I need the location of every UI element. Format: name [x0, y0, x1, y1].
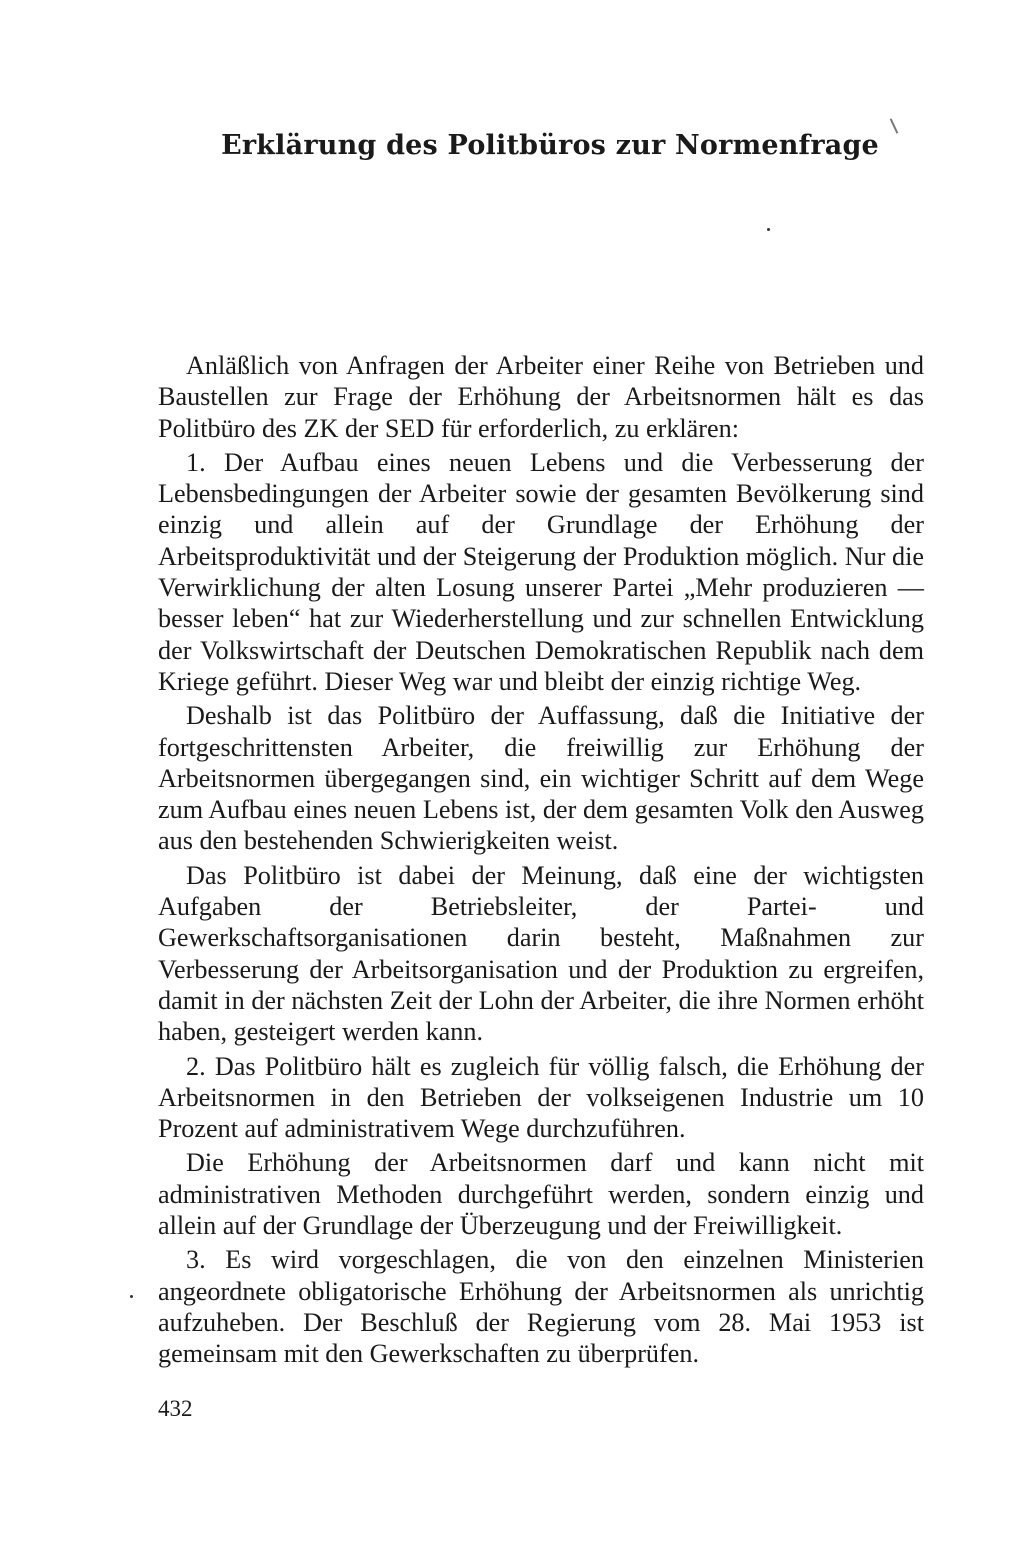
- paragraph-tasks: Das Politbüro ist dabei der Meinung, daß eine der wichtigsten Aufgaben der Betriebsleiter, der Partei- und Gewerkschaftsorganisationen darin besteht, Maßnahmen zur Verbesserung der Arbeitsorganisation und der Produktion zu ergreifen, damit in der nächsten Zeit der Lohn der Arbeiter, die ihre Normen erhöht haben, gesteigert werden kann.: [158, 860, 924, 1047]
- paragraph-methods: Die Erhöhung der Arbeitsnormen darf und kann nicht mit administrativen Methoden durchgeführt werden, sondern einzig und allein auf der Grundlage der Überzeugung und der Freiwilligkeit.: [158, 1148, 924, 1241]
- paragraph-point-3: 3. Es wird vorgeschlagen, die von den einzelnen Ministerien angeordnete obligatorische Erhöhung der Arbeitsnormen als unrichtig aufzuheben. Der Beschluß der Regierung vom 28. Mai 1953 ist gemeinsam mit den Gewerkschaften zu überprüfen.: [158, 1245, 924, 1369]
- page-number: 432: [158, 1396, 193, 1421]
- paragraph-point-2: 2. Das Politbüro hält es zugleich für völlig falsch, die Erhöhung der Arbeitsnormen in den Betrieben der volkseigenen Industrie um 10 Prozent auf administrativem Wege durchzuführen.: [158, 1051, 924, 1144]
- paragraph-intro: Anläßlich von Anfragen der Arbeiter einer Reihe von Betrieben und Baustellen zur Frage der Erhöhung der Arbeitsnormen hält es das Politbüro des ZK der SED für erforderlich, zu erklären:: [158, 351, 924, 443]
- page-title: Erklärung des Politbüros zur Normenfrage: [221, 130, 879, 161]
- paragraph-point-1: 1. Der Aufbau eines neuen Lebens und die Verbesserung der Lebensbedingungen der Arbeiter sowie der gesamten Bevölkerung sind einzig und allein auf der Grundlage der Erhöhung der Arbeitsproduktivität und der Steigerung der Produktion möglich. Nur die Verwirklichung der alten Losung unserer Partei „Mehr produzieren — besser leben“ hat zur Wiederherstellung und zur schnellen Entwicklung der Volkswirtschaft der Deutschen Demokratischen Republik nach dem Kriege geführt. Dieser Weg war und bleibt der einzig richtige Weg.: [158, 447, 924, 696]
- scan-dot: [130, 1295, 133, 1298]
- scan-dot: [767, 228, 770, 231]
- paragraph-initiative: Deshalb ist das Politbüro der Auffassung, daß die Initiative der fortgeschrittensten Arbeiter, die freiwillig zur Erhöhung der Arbeitsnormen übergegangen sind, ein wichtiger Schritt auf dem Wege zum Aufbau eines neuen Lebens ist, der dem gesamten Volk den Ausweg aus den bestehenden Schwierigkeiten weist.: [158, 701, 924, 856]
- body-text: [158, 350, 924, 1373]
